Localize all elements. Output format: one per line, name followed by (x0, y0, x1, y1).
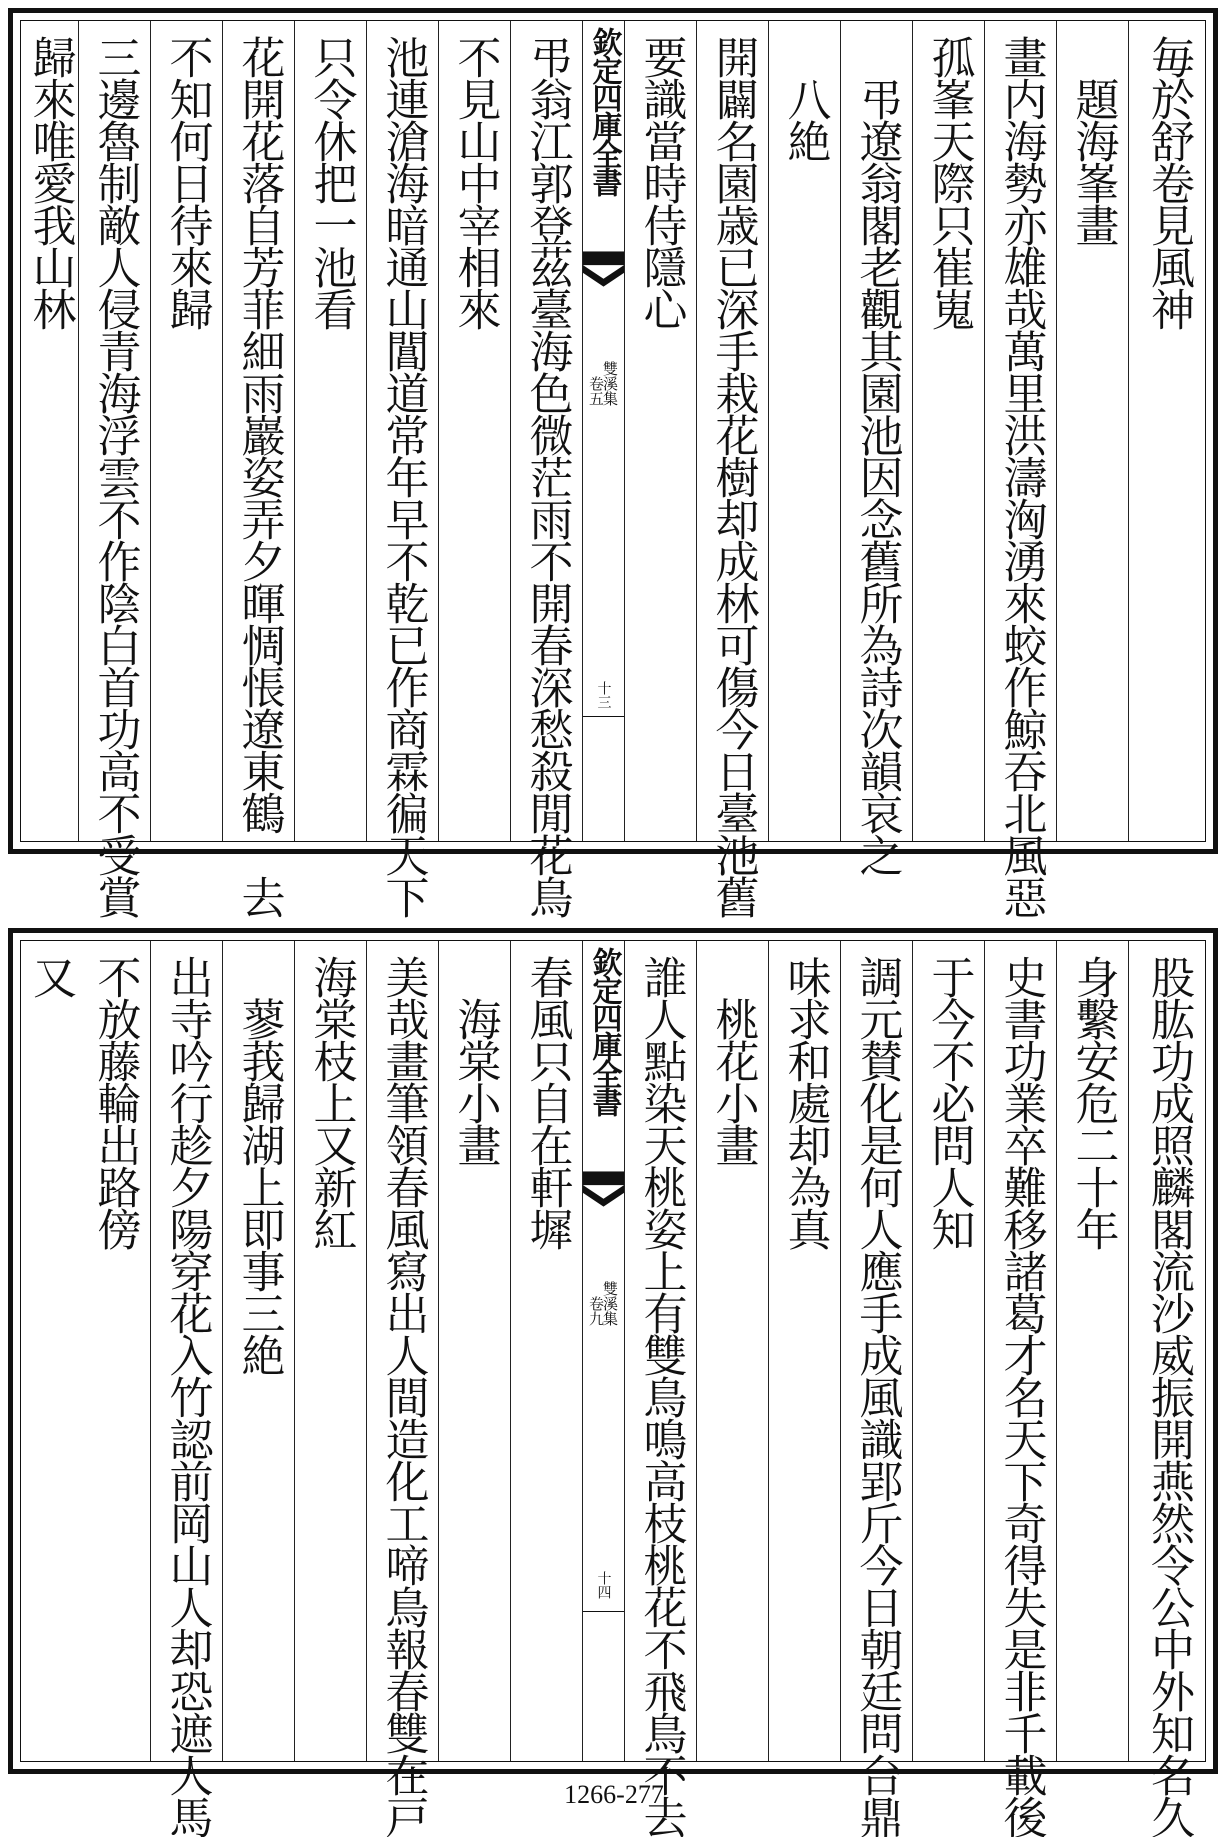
text-column (769, 21, 841, 841)
top-page (8, 8, 1218, 917)
page-number: 十三 (595, 681, 612, 709)
center-fold (583, 941, 625, 1761)
juan-number: 卷五 (587, 376, 605, 406)
book-title: 雙溪集 (601, 1281, 619, 1326)
column-text: 身繫安危二十年 (1067, 955, 1119, 1249)
text-column (79, 21, 151, 917)
column-text: 不放藤輪出路傍 (89, 955, 141, 1249)
text-column (367, 941, 439, 1837)
column-text: 春風只自在軒墀 (521, 955, 573, 1249)
text-column (151, 21, 223, 841)
column-text: 畫内海勢亦雄哉萬里洪濤洶湧來蛟作鯨吞北風惡 (995, 35, 1047, 917)
text-column (913, 941, 985, 1761)
fold-rule (583, 716, 624, 717)
column-text: 又 (25, 955, 76, 997)
column-text: 孤峯天際只崔嵬 (923, 35, 975, 329)
page-number: 十四 (595, 1571, 612, 1599)
column-text: 出寺吟行趁夕陽穿花入竹認前岡山人却恐遮人馬 (161, 955, 213, 1837)
column-text: 不見山中宰相來 (449, 35, 501, 329)
fish-tail-mark-icon (583, 251, 624, 289)
text-column (985, 21, 1057, 917)
text-column (697, 21, 769, 917)
library-title: 欽定四庫全書 (586, 947, 622, 1115)
text-column (841, 21, 913, 875)
text-column (21, 21, 79, 841)
column-text: 弔遼翁閣老觀其園池因念舊所為詩次韻哀之 (851, 35, 903, 875)
column-text: 歸來唯愛我山林 (24, 35, 76, 329)
book-title: 雙溪集 (601, 361, 619, 406)
column-text: 毎於舒卷見風神 (1143, 35, 1194, 329)
column-text: 不知何日待來歸 (161, 35, 213, 329)
fish-tail-mark-icon (583, 1171, 624, 1209)
column-text: 誰人點染天桃姿上有雙鳥鳴高枝桃花不飛鳥不去 (635, 955, 687, 1837)
text-column (913, 21, 985, 841)
column-text: 只令休把一池看 (305, 35, 357, 329)
text-column (367, 21, 439, 917)
text-column (79, 941, 151, 1761)
column-text: 調元賛化是何人應手成風識郢斤今日朝廷問台鼎 (851, 955, 903, 1837)
text-column (1129, 941, 1207, 1837)
text-column (295, 941, 367, 1761)
text-column (439, 21, 511, 841)
center-fold (583, 21, 625, 841)
column-text: 桃花小畫 (707, 955, 759, 1165)
text-column (1057, 21, 1129, 841)
column-text: 于今不必問人知 (923, 955, 975, 1249)
text-column (1129, 21, 1207, 841)
text-column (21, 941, 79, 1761)
column-text: 八絶 (779, 35, 831, 161)
text-column (511, 941, 583, 1761)
library-title: 欽定四庫全書 (586, 27, 622, 195)
text-column (625, 941, 697, 1837)
column-text: 海棠小畫 (449, 955, 501, 1165)
text-column (625, 21, 697, 841)
column-text: 史書功業卒難移諸葛才名天下奇得失是非千載後 (995, 955, 1047, 1837)
column-text: 要識當時侍隱心 (635, 35, 687, 329)
text-column (1057, 941, 1129, 1761)
column-text: 題海峯畫 (1067, 35, 1119, 245)
text-column (511, 21, 583, 917)
text-column (841, 941, 913, 1837)
text-column (223, 21, 295, 917)
top-page-frame (20, 20, 1206, 917)
text-column (439, 941, 511, 1761)
column-text: 蓼莪歸湖上即事三絶 (233, 955, 285, 1375)
text-column (769, 941, 841, 1761)
text-column (985, 941, 1057, 1837)
column-text: 三邊魯制敵人侵青海浮雲不作陰白首功高不受賞 (89, 35, 141, 917)
page-footer-number: 1266-277 (564, 1780, 664, 1809)
fold-rule (583, 1611, 624, 1612)
column-text: 股肱功成照麟閣流沙威振開燕然令公中外知名久 (1143, 955, 1194, 1837)
column-text: 弔翁江郭登茲臺海色微茫雨不開春深愁殺閒花鳥 (521, 35, 573, 917)
column-text: 池連滄海暗通山閶道常年早不乾已作商霖徧天下 (377, 35, 429, 917)
text-column (295, 21, 367, 841)
column-text: 開闢名園歳已深手栽花樹却成林可傷今日臺池舊 (707, 35, 759, 917)
column-text: 美哉畫筆領春風寫出人間造化工啼鳥報春雙在戸 (377, 955, 429, 1837)
column-text: 味求和處却為真 (779, 955, 831, 1249)
text-column (223, 941, 295, 1761)
juan-number: 卷九 (587, 1296, 605, 1326)
column-text: 海棠枝上又新紅 (305, 955, 357, 1249)
column-text: 花開花落自芳菲細雨巖姿弄夕暉惆悵遼東鶴一去 (233, 35, 285, 917)
text-column (151, 941, 223, 1837)
text-column (697, 941, 769, 1761)
